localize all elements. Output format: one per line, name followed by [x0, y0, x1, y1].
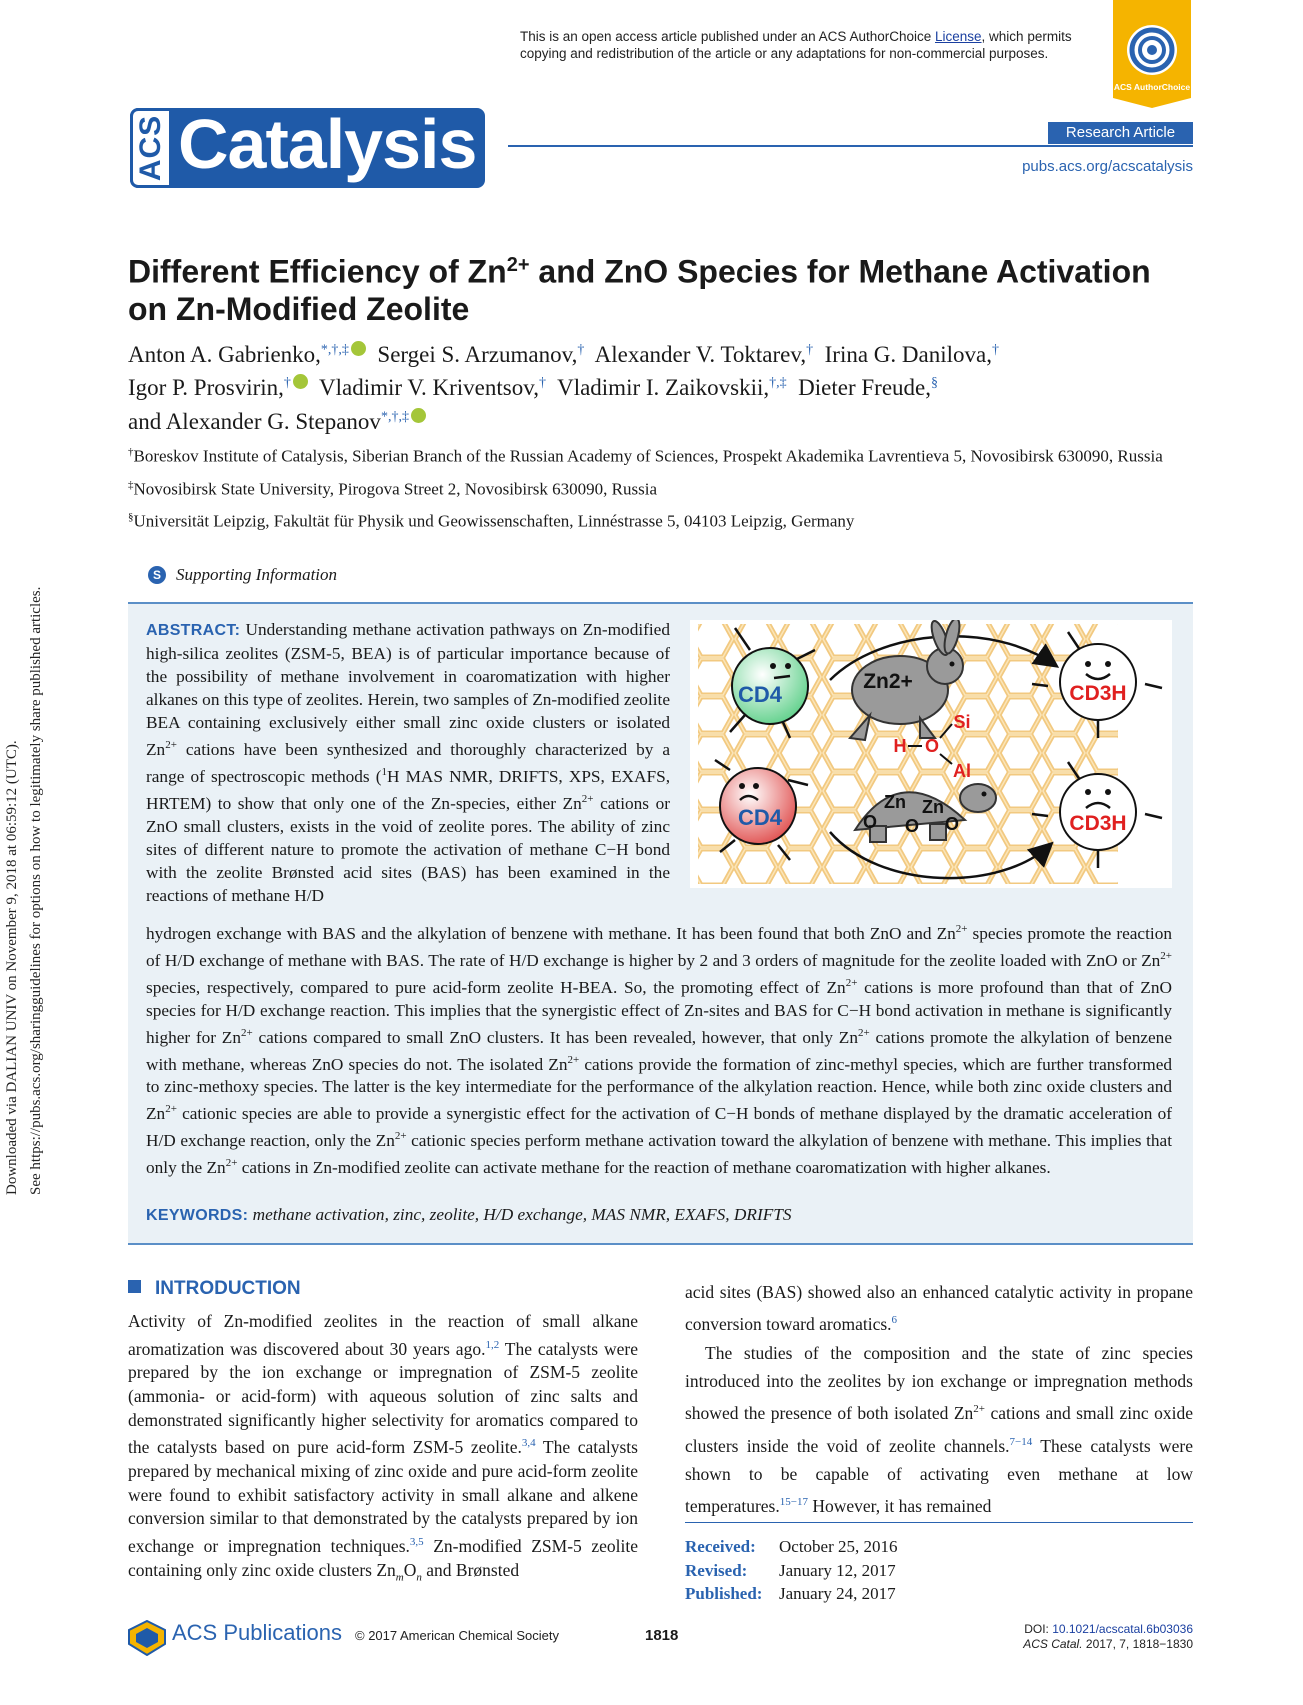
- download-side-note: [0, 0, 60, 1705]
- author-affiliation-marks: †: [806, 342, 814, 357]
- author-affiliation-marks: §: [931, 375, 938, 391]
- author[interactable]: [128, 342, 366, 367]
- author-affiliation-marks: †: [538, 375, 546, 391]
- logo-acs-text: ACS: [134, 114, 167, 182]
- label-cluster-o-1: O: [862, 812, 878, 832]
- author[interactable]: [128, 375, 308, 400]
- author[interactable]: [377, 342, 584, 367]
- doi-label: DOI:: [1024, 1622, 1053, 1636]
- author-list: [128, 335, 1198, 436]
- header-rule: [508, 145, 1193, 147]
- intro-column-left: [128, 1310, 638, 1590]
- title-superscript: 2+: [506, 254, 530, 276]
- author[interactable]: [128, 409, 426, 434]
- label-cd3h-bottom: CD3H: [1069, 812, 1127, 835]
- author[interactable]: [798, 375, 938, 400]
- side-note-line-1: Downloaded via DALIAN UNIV on November 9, 2018 at 06:59:12 (UTC).: [4, 740, 20, 1195]
- affiliation-mark: †: [128, 446, 134, 458]
- affiliation: [128, 506, 1198, 533]
- affiliation-text: Universität Leipzig, Fakultät für Physik und Geowissenschaften, Linnéstrasse 5, 04103 Leipzig, Germany: [133, 511, 855, 531]
- journal-url-link[interactable]: pubs.acs.org/acscatalysis: [1022, 158, 1193, 175]
- keywords-list: methane activation, zinc, zeolite, H/D exchange, MAS NMR, EXAFS, DRIFTS: [252, 1205, 792, 1224]
- abstract-body-top: Understanding methane activation pathways on Zn-modified high-silica zeolites (ZSM-5, BEA) is of particular importance because of the possibility of methane involvement in coaromatization with higher alkanes on this type of zeolites. Herein, two samples of Zn-modified zeolite BEA containing exclusively either small zinc oxide clusters or isolated $Zn^{2+}$ cations have been synthesized and thoroughly characterized by a range of spectroscopic methods ($^1$H MAS NMR, DRIFTS, XPS, EXAFS, HRTEM) to show that only one of the Zn-species, either $Zn^{2+}$ cations or ZnO small clusters, exists in the void of zeolite pores. The ability of zinc sites of different nature to promote the activation of methane C−H bond with the zeolite Brønsted acid sites (BAS) has been examined in the reactions of methane H/D: [146, 620, 671, 906]
- article-type-label: Research Article: [1048, 122, 1193, 144]
- section-square-icon: [128, 1280, 141, 1293]
- author-name: Anton A. Gabrienko,: [128, 341, 321, 367]
- author[interactable]: [825, 342, 999, 367]
- intro-column-right: [685, 1278, 1193, 1521]
- author-affiliation-marks: †: [991, 342, 999, 357]
- received-date-row: [685, 1535, 898, 1559]
- label-bas-si: Si: [953, 712, 971, 732]
- received-value: October 25, 2016: [779, 1537, 898, 1556]
- copyright-notice: © 2017 American Chemical Society: [355, 1628, 559, 1643]
- doi-citation: [940, 1622, 1193, 1652]
- published-value: January 24, 2017: [779, 1584, 896, 1603]
- supporting-info-label: Supporting Information: [176, 565, 338, 584]
- toc-graphic: [690, 620, 1172, 888]
- author-affiliation-marks: †,‡: [769, 375, 787, 391]
- page-number: 1818: [645, 1627, 679, 1644]
- author-name: Igor P. Prosvirin,: [128, 375, 284, 401]
- doi-line: [940, 1622, 1193, 1637]
- author-name: and Alexander G. Stepanov: [128, 408, 381, 434]
- author-name: Irina G. Danilova,: [824, 341, 992, 367]
- label-cluster-o-2: O: [904, 816, 920, 836]
- keywords-heading: KEYWORDS:: [146, 1207, 249, 1224]
- journal-logo[interactable]: [130, 108, 485, 188]
- abstract-heading: ABSTRACT:: [146, 622, 241, 639]
- supporting-info-icon: S: [148, 566, 166, 584]
- logo-journal-name: Catalysis: [178, 108, 477, 183]
- revised-label: Revised:: [685, 1560, 748, 1580]
- publication-dates: [685, 1535, 898, 1606]
- license-text-end: , which permits copying and redistribution of the article or any adaptations for non-commercial purposes.: [520, 29, 1072, 61]
- published-date-row: [685, 1582, 898, 1606]
- affiliation: [128, 441, 1198, 468]
- acs-shield-icon: [128, 1620, 166, 1656]
- intro-paragraph-3: The studies of the composition and the state of zinc species introduced into the zeolites by ion exchange or impregnation methods showed the presence of both isolated $Zn^{2+}$ cations and small zinc oxide clusters inside the void of zeolite channels.$^{7-14}$ These catalysts were shown to be capable of activating even methane at low temperatures.$^{15-17}$ However, it has remained: [685, 1342, 1193, 1517]
- author-name: Alexander V. Toktarev,: [594, 341, 807, 367]
- label-bas-h: H: [893, 736, 907, 756]
- author-name: Dieter Freude,: [798, 375, 931, 401]
- citation-rest: 2017, 7, 1818−1830: [1082, 1637, 1193, 1651]
- introduction-heading-text: INTRODUCTION: [155, 1278, 301, 1299]
- author-affiliation-marks: *,†,‡: [380, 409, 409, 425]
- author[interactable]: [557, 375, 787, 400]
- label-bas-o: O: [924, 736, 940, 756]
- orcid-icon[interactable]: [411, 408, 426, 423]
- author-affiliation-marks: *,†,‡: [320, 342, 349, 357]
- author[interactable]: [595, 342, 814, 367]
- citation-line: [940, 1637, 1193, 1652]
- article-title: [128, 247, 1198, 328]
- affiliation-mark: §: [128, 511, 134, 524]
- abstract-text-top: [146, 618, 670, 907]
- label-cluster-o-3: O: [944, 814, 960, 834]
- author-name: Sergei S. Arzumanov,: [377, 341, 578, 367]
- author-name: Vladimir I. Zaikovskii,: [557, 375, 770, 401]
- title-part-1: Different Efficiency of Zn: [128, 253, 507, 290]
- label-cluster-zn-2: Zn: [922, 797, 944, 817]
- author-affiliation-marks: †: [283, 375, 291, 391]
- label-bas-al: Al: [953, 761, 971, 781]
- citation-journal: ACS Catal.: [1023, 1637, 1083, 1651]
- orcid-icon[interactable]: [293, 374, 308, 389]
- affiliation-text: Boreskov Institute of Catalysis, Siberian Branch of the Russian Academy of Sciences, Prospekt Akademika Lavrentieva 5, Novosibirsk 630090, Russia: [133, 446, 1163, 466]
- badge-label: ACS AuthorChoice: [1113, 82, 1191, 92]
- license-text: This is an open access article published under an ACS AuthorChoice: [520, 29, 935, 44]
- acs-publications-link[interactable]: ACS Publications: [172, 1620, 342, 1645]
- orcid-icon[interactable]: [351, 341, 366, 356]
- toc-graphic-svg: [690, 620, 1172, 888]
- published-label: Published:: [685, 1584, 763, 1603]
- affiliation-mark: ‡: [128, 478, 134, 491]
- intro-paragraph-1: Activity of Zn-modified zeolites in the reaction of small alkane aromatization was discovered about 30 years ago.$^{1,2}$ The catalysts were prepared by the ion exchange or impregnation of ZSM-5 zeolite (ammonia- or acid-form) with aqueous solution of zinc salts and demonstrated significantly higher selectivity for aromatics compared to the catalysts based on pure acid-form ZSM-5 zeolite.$^{3,4}$ The catalysts prepared by mechanical mixing of zinc oxide and pure acid-form zeolite were found to exhibit satisfactory activity in small alkane and alkene conversion similar to that demonstrated by the catalysts prepared by ion exchange or impregnation techniques.$^{3,5}$ Zn-modified ZSM-5 zeolite containing only zinc oxide clusters $Zn_mO_n$ and Brønsted: [128, 1311, 638, 1584]
- label-cd4-top: CD4: [737, 682, 783, 707]
- received-label: Received:: [685, 1537, 756, 1556]
- acs-publications-logo-icon[interactable]: [128, 1620, 166, 1661]
- license-link[interactable]: License: [935, 29, 982, 44]
- author-affiliation-marks: †: [577, 342, 585, 357]
- label-cd3h-top: CD3H: [1069, 682, 1127, 705]
- affiliation-text: Novosibirsk State University, Pirogova Street 2, Novosibirsk 630090, Russia: [133, 479, 658, 499]
- label-zn-cation: Zn2+: [863, 670, 913, 693]
- doi-link[interactable]: 10.1021/acscatal.6b03036: [1052, 1622, 1193, 1636]
- author-choice-badge[interactable]: [1113, 0, 1191, 108]
- supporting-information-link[interactable]: [148, 565, 337, 585]
- revised-date-row: [685, 1559, 898, 1583]
- intro-paragraph-2: acid sites (BAS) showed also an enhanced catalytic activity in propane conversion toward aromatics.$^6$: [685, 1282, 1193, 1335]
- abstract-text-bottom: hydrogen exchange with BAS and the alkylation of benzene with methane. It has been found that both ZnO and $Zn^{2+}$ species promote the reaction of H/D exchange of methane with BAS. The rate of H/D exchange is higher by 2 and 3 orders of magnitude for the zeolite loaded with ZnO or $Zn^{2+}$ species, respectively, compared to pure acid-form zeolite H-BEA. So, the promoting effect of $Zn^{2+}$ cations is more profound than that of ZnO species for H/D exchange reaction. This implies that the synergistic effect of Zn-sites and BAS for C−H bond activation in methane is significantly higher for $Zn^{2+}$ cations compared to small ZnO clusters. It has been revealed, however, that only $Zn^{2+}$ cations promote the alkylation of benzene with methane, whereas ZnO species do not. The isolated $Zn^{2+}$ cations provide the formation of zinc-methyl species, which are further transformed to zinc-methoxy species. The latter is the key intermediate for the performance of the alkylation reaction. Hence, while both zinc oxide clusters and $Zn^{2+}$ cationic species are able to provide a synergistic effect for the activation of C−H bonds of methane displayed by the dramatic acceleration of H/D exchange reaction, only the $Zn^{2+}$ cationic species perform methane activation toward the alkylation of benzene with methane. This implies that only the $Zn^{2+}$ cations in Zn-modified zeolite can activate methane for the reaction of methane coaromatization with higher alkanes.: [146, 923, 1173, 1177]
- affiliation: [128, 474, 1198, 501]
- affiliation-list: [128, 441, 1198, 539]
- keywords-line: [146, 1205, 1172, 1225]
- revised-value: January 12, 2017: [779, 1560, 896, 1580]
- author-choice-icon: [1113, 0, 1191, 108]
- introduction-heading: [128, 1278, 301, 1300]
- dates-rule: [685, 1522, 1193, 1523]
- label-cluster-zn-1: Zn: [884, 792, 906, 812]
- author[interactable]: [319, 375, 546, 400]
- label-cd4-bottom: CD4: [737, 805, 783, 830]
- title-part-2: and ZnO Species for Methane Activation on Zn-Modified Zeolite: [128, 253, 1151, 327]
- license-notice: [520, 28, 1100, 62]
- side-note-line-2: See https://pubs.acs.org/sharingguidelines for options on how to legitimately share published articles.: [28, 586, 44, 1195]
- logo-acs-box: [130, 108, 172, 188]
- author-name: Vladimir V. Kriventsov,: [319, 375, 539, 401]
